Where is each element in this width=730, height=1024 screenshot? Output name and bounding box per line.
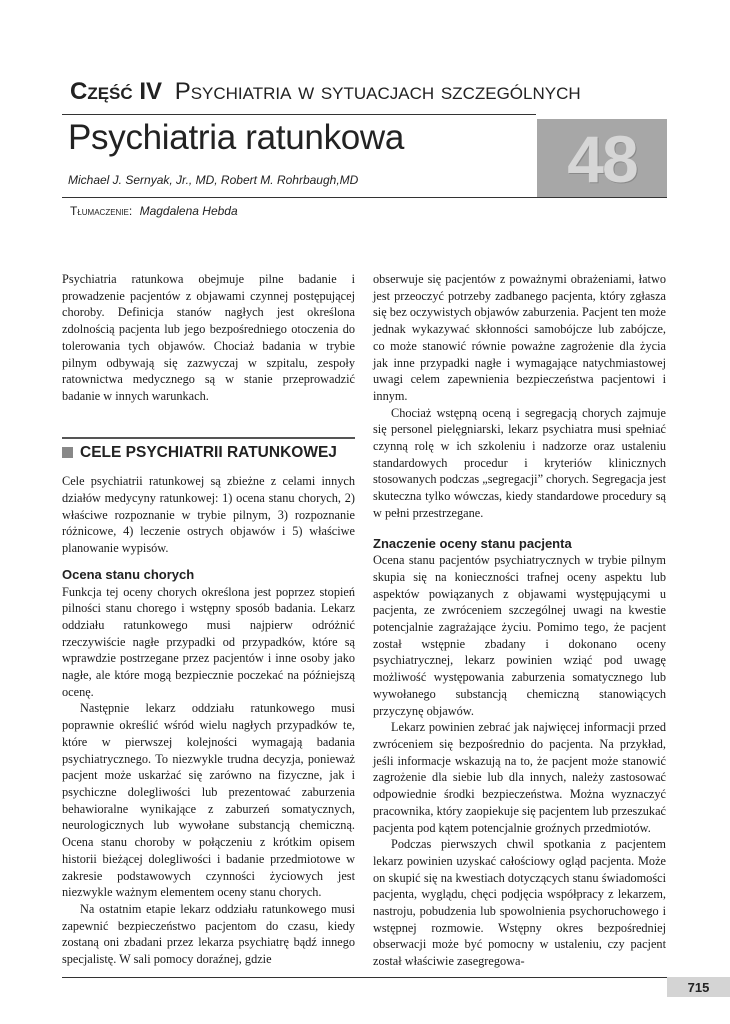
translator-name: Magdalena Hebda [139,204,238,218]
part-label: Część IV [70,78,163,105]
translator-label: Tłumaczenie: [70,204,133,218]
header-rule-top [62,114,536,115]
subheading-znaczenie-oceny: Znaczenie oceny stanu pacjenta [373,535,572,551]
left-column [62,271,355,968]
body-paragraph: Ocena stanu pacjentów psychiatrycznych w trybie pilnym skupia się na konieczności trafnej oceny aspektu lub aspektów powiązanych z objawami występującymi u pacjenta, ze zwróceniem szczególnej uwagi na kwestie potencjalnie zagrażające życiu. Pomimo tego, że pacjent został wstępnie zbadany i dokonano oceny psychiatrycznej, lekarz powinien wziąć pod uwagę możliwość występowania zaburzenia somatycznego lub wywołanego substancją chemiczną stanowiących przyczynę objawów. [373,553,666,718]
section-heading [62,437,355,462]
body-paragraph: Podczas pierwszych chwil spotkania z pacjentem lekarz powinien uzyskać całościowy ogląd pacjenta. Może on skupić się na kwestiach dotyczących stanu świadomości pacjenta, wyglądu, chęci podjęcia współpracy z lekarzem, nastroju, pobudzenia lub spowolnienia psychoruchowego i wstępnej rozmowie. Wstępny okres bezpośredniej obserwacji może być pomocny w ustaleniu, czy pacjent został właściwie zasegregowa- [373,837,666,969]
page-number: 715 [667,977,730,997]
body-paragraph: Na ostatnim etapie lekarz oddziału ratunkowego musi zapewnić bezpieczeństwo pacjentom do czasu, kiedy zostaną oni zbadani przez lekarza psychiatrę bądź innego specjalistę. W sali pomocy doraźnej, gdzie [62,901,355,967]
translator-line [70,204,238,218]
subheading-ocena-stanu-chorych: Ocena stanu chorych [62,566,195,582]
right-column [373,271,666,970]
footer-rule [62,977,667,978]
body-paragraph: Następnie lekarz oddziału ratunkowego musi poprawnie określić wśród wielu nagłych przypadków te, które w pierwszej kolejności wymagają badania psychiatrycznego. To niezwykle trudna decyzja, ponieważ pacjent może uskarżać się zarówno na fizyczne, jak i psychiczne dolegliwości lub prezentować zaburzenia behawioralne wynikające z zaburzeń somatycznych, neurologicznych lub wywołane substancją chemiczną. Ocena stanu choroby w połączeniu z krótkim opisem historii bieżącej dolegliwości i badanie przedmiotowe w zakresie podstawowych czynności życiowych jest niezwykle ważnym elementem oceny stanu chorych. [62,701,355,900]
square-bullet-icon [62,447,73,458]
body-paragraph: obserwuje się pacjentów z poważnymi obrażeniami, łatwo jest przeoczyć potrzeby zadbanego pacjenta, który zgłasza się bez oczywistych objawów zaburzenia. Pacjent ten może jednak wykazywać skłonności samobójcze lub zabójcze, co może stanowić równie poważne zagrożenie dla życia jak inne przypadki nagłe i wymagające natychmiastowej uwagi celem zapewnienia bezpieczeństwa pacjentowi i innym. [373,272,666,403]
header-rule-bottom [62,197,667,198]
body-paragraph: Lekarz powinien zebrać jak najwięcej informacji przed zwróceniem się bezpośrednio do pacjenta. Na przykład, jeśli informacje wskazują na to, że pacjent może stanowić zagrożenie dla siebie lub dla innych, należy zastosować odpowiednie środki bezpieczeństwa. Można wyznaczyć pracownika, który zaopiekuje się pacjentem lub przeszukać pacjenta pod kątem potencjalnie groźnych przedmiotów. [373,720,666,835]
chapter-number: 48 [567,121,637,196]
part-title: Psychiatria w sytuacjach szczególnych [174,78,581,105]
section-intro-paragraph: Cele psychiatrii ratunkowej są zbieżne z celami innych działów medycyny ratunkowej: 1) ocena stanu chorych, 2) właściwe rozpoznanie w trybie pilnym, 3) rozpoznanie różnicowe, 4) leczenie ostrych objawów i 5) właściwe planowanie wypisów. [62,474,355,556]
section-heading-text: CELE PSYCHIATRII RATUNKOWEJ [80,443,337,461]
body-paragraph: Chociaż wstępną oceną i segregacją chorych zajmuje się personel pielęgniarski, lekarz psychiatra musi spełniać czynną rolę w ich szkoleniu i nadzorze oraz ustaleniu standardowych procedur i kryteriów klinicznych stosowanych podczas „segregacji” chorych. Segregacja jest skuteczna tylko wówczas, kiedy standardowe procedury są w pełni przestrzegane. [373,405,666,520]
part-heading [70,78,581,106]
body-paragraph: Funkcja tej oceny chorych określona jest poprzez stopień pilności stanu chorego i wstępny sposób badania. Lekarz oddziału ratunkowego musi najpierw odróżnić rzeczywiście nagłe przypadki od przypadków, które są wprawdzie postrzegane przez pacjentów i inne osoby jako nagłe, ale które mogą bezpiecznie poczekać na późniejszą ocenę. [62,584,355,699]
chapter-number-box [537,119,667,198]
chapter-authors: Michael J. Sernyak, Jr., MD, Robert M. Rohrbaugh,MD [68,173,359,187]
chapter-title: Psychiatria ratunkowa [68,118,405,157]
intro-paragraph: Psychiatria ratunkowa obejmuje pilne badanie i prowadzenie pacjentów z objawami czynnej postępującej choroby. Definicja stanów nagłych jest określona zdolnością pacjenta lub jego bezpośredniego otoczenia do tolerowania tych objawów. Chociaż badania w trybie pilnym odbywają się zazwyczaj w szpitalu, zespoły ratownictwa medycznego są w stanie przeprowadzić badanie w innych warunkach. [62,272,355,403]
